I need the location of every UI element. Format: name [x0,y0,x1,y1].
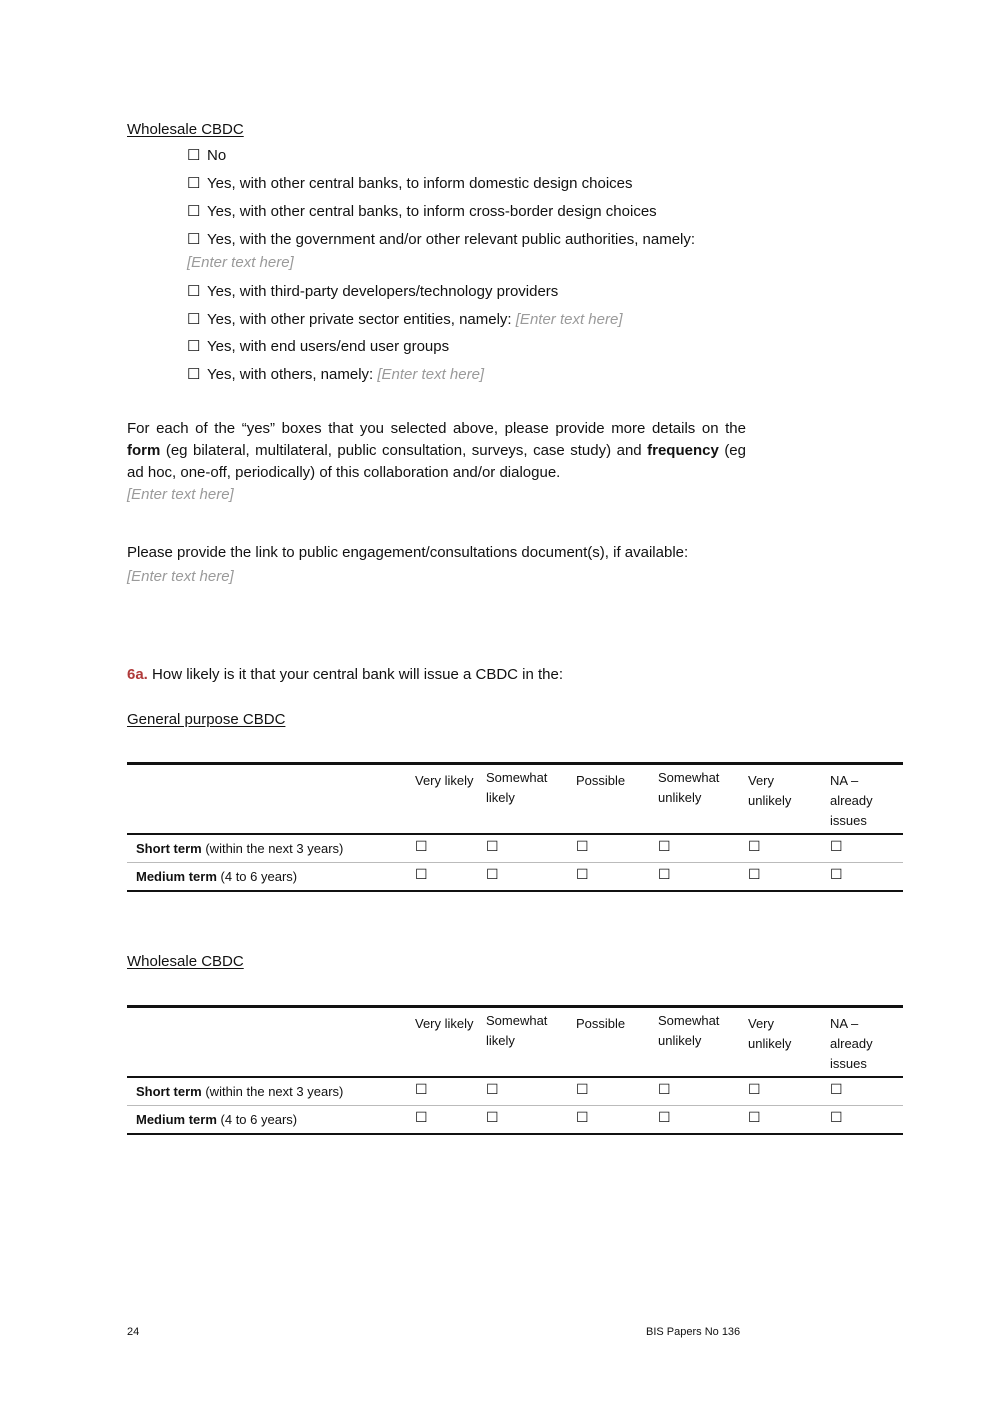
checkbox-icon[interactable]: ☐ [187,203,201,220]
checkbox-very-unlikely[interactable]: ☐ [748,838,761,854]
header-blank [127,764,409,835]
checkbox-possible[interactable]: ☐ [576,838,589,854]
checkbox-na[interactable]: ☐ [830,838,843,854]
option-private-sector[interactable]: ☐ Yes, with other private sector entities, namely: [Enter text here] [187,311,623,328]
col-possible: Possible [576,1016,626,1031]
private-sector-text-field[interactable]: [Enter text here] [515,311,623,328]
checkbox-very-likely[interactable]: ☐ [415,866,428,882]
checkbox-na[interactable]: ☐ [830,1081,843,1097]
option-central-banks-cross-border[interactable]: ☐ Yes, with other central banks, to inform cross-border design choices [187,203,657,220]
checkbox-possible[interactable]: ☐ [576,866,589,882]
row-label: Medium term (4 to 6 years) [136,869,298,884]
row-label: Medium term (4 to 6 years) [136,1112,298,1127]
checkbox-icon[interactable]: ☐ [187,338,201,355]
page-number: 24 [127,1326,140,1338]
header-blank [127,1007,409,1078]
checkbox-very-unlikely[interactable]: ☐ [748,1081,761,1097]
table-row-short-term [127,834,903,863]
others-text-field[interactable]: [Enter text here] [377,366,485,383]
checkbox-icon[interactable]: ☐ [187,175,201,192]
col-very-likely: Very likely [415,773,474,788]
col-somewhat-likely: Somewhat likely [486,770,548,805]
col-very-likely: Very likely [415,1016,474,1031]
link-text-field[interactable]: [Enter text here] [127,568,234,585]
checkbox-icon[interactable]: ☐ [187,366,201,383]
link-prompt: Please provide the link to public engagement/consultations document(s), if available: [127,544,689,561]
checkbox-icon[interactable]: ☐ [187,283,201,300]
checkbox-very-unlikely[interactable]: ☐ [748,1109,761,1125]
question-6a: 6a. How likely is it that your central bank will issue a CBDC in the: [127,666,564,683]
details-text-field[interactable]: [Enter text here] [127,486,234,503]
checkbox-icon[interactable]: ☐ [187,311,201,328]
col-somewhat-unlikely: Somewhat unlikely [658,1013,720,1048]
col-na-already-issues: NA – already issues [830,773,873,828]
table-row-medium-term [127,1106,903,1135]
col-possible: Possible [576,773,626,788]
col-very-unlikely: Very unlikely [748,773,792,808]
col-somewhat-unlikely: Somewhat unlikely [658,770,720,805]
government-authorities-text-field[interactable]: [Enter text here] [187,254,294,271]
publication-name: BIS Papers No 136 [646,1326,741,1338]
option-third-party-developers[interactable]: ☐ Yes, with third-party developers/technology providers [187,283,559,300]
option-government-authorities[interactable]: ☐ Yes, with the government and/or other relevant public authorities, namely: [187,231,696,248]
checkbox-icon[interactable]: ☐ [187,147,201,164]
checkbox-somewhat-likely[interactable]: ☐ [486,1109,499,1125]
checkbox-na[interactable]: ☐ [830,866,843,882]
likelihood-table-wholesale [127,1005,903,1135]
checkbox-very-likely[interactable]: ☐ [415,1109,428,1125]
col-very-unlikely: Very unlikely [748,1016,792,1051]
checkbox-very-likely[interactable]: ☐ [415,838,428,854]
option-end-users[interactable]: ☐ Yes, with end users/end user groups [187,338,450,355]
checkbox-possible[interactable]: ☐ [576,1081,589,1097]
general-purpose-cbdc-heading: General purpose CBDC [127,711,286,728]
checkbox-possible[interactable]: ☐ [576,1109,589,1125]
checkbox-somewhat-unlikely[interactable]: ☐ [658,1081,671,1097]
question-number: 6a. [127,666,148,683]
table-row-medium-term [127,863,903,892]
row-label: Short term (within the next 3 years) [136,841,344,856]
wholesale-cbdc-table-heading: Wholesale CBDC [127,953,244,970]
wholesale-cbdc-heading: Wholesale CBDC [127,121,244,138]
checkbox-somewhat-unlikely[interactable]: ☐ [658,866,671,882]
option-central-banks-domestic[interactable]: ☐ Yes, with other central banks, to inform domestic design choices [187,175,633,192]
option-others[interactable]: ☐ Yes, with others, namely: [Enter text here] [187,366,485,383]
checkbox-very-unlikely[interactable]: ☐ [748,866,761,882]
checkbox-very-likely[interactable]: ☐ [415,1081,428,1097]
checkbox-na[interactable]: ☐ [830,1109,843,1125]
col-na-already-issues: NA – already issues [830,1016,873,1071]
checkbox-somewhat-likely[interactable]: ☐ [486,1081,499,1097]
checkbox-somewhat-likely[interactable]: ☐ [486,838,499,854]
option-no[interactable]: ☐ No [187,147,227,164]
row-label: Short term (within the next 3 years) [136,1084,344,1099]
table-row-short-term [127,1077,903,1106]
checkbox-somewhat-likely[interactable]: ☐ [486,866,499,882]
col-somewhat-likely: Somewhat likely [486,1013,548,1048]
checkbox-icon[interactable]: ☐ [187,231,201,248]
checkbox-somewhat-unlikely[interactable]: ☐ [658,1109,671,1125]
details-paragraph: For each of the “yes” boxes that you selected above, please provide more details on the form (eg bilateral, multilateral, public consultation, surveys, case study) and frequency (eg ad hoc, one-off, periodically) of this collaboration and/or dialogue. [127,420,746,481]
likelihood-table-general-purpose [127,762,903,892]
checkbox-somewhat-unlikely[interactable]: ☐ [658,838,671,854]
